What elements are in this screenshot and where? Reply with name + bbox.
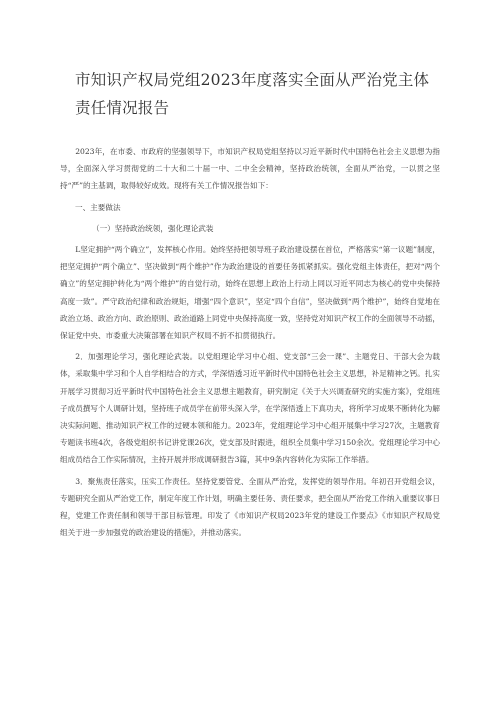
item-paragraph-1: L坚定拥护“两个确立”，发挥核心作用。始终坚持把领导班子政治建设摆在首位，严格落实“第一议题”制度，把坚定拥护“两个确立”、坚决做到“两个维护”作为政治建设的首要任务抓紧抓实。强化党组主体责任，把对“两个确立”的坚定拥护转化为“两个维护”的自觉行动，始终在思想上政治上行动上同以习近平同志为核心的党中央保持高度一致”。严守政治纪律和政治规矩，增强“四个意识”，坚定“四个自信”，坚决做到“两个维护”，始终自觉地在政治立场、政治方向、政治原则、政治道路上同党中央保持高度一致，坚持党对知识产权工作的全面领导不动摇，保证党中央、市委重大决策部署在知识产权局不折不扣贯彻执行。 bbox=[60, 245, 440, 341]
section-heading-main-practices: 一、主要做法 bbox=[75, 202, 121, 212]
document-title: 市知识产权局党组2023年度落实全面从严治党主体责任情况报告 bbox=[75, 71, 430, 117]
intro-paragraph: 2023年，在市委、市政府的坚强领导下，市知识产权局党组坚持以习近平新时代中国特色社会主义思想为指导，全面深入学习贯彻党的二十大和二十届一中、二中全会精神，坚持政治统领，全面从严治党，一以贯之坚持“严”的主基调，取得较好成效。现将有关工作情况报告如下： bbox=[60, 147, 440, 191]
item-paragraph-2: 2．加强理论学习，强化理论武装。以党组理论学习中心组、党支部“三会一课”、主题党日、干部大会为载体，采取集中学习和个人自学相结合的方式，学深悟透习近平新时代中国特色社会主义思想，补足精神之钙。扎实开展学习贯彻习近平新时代中国特色社会主义思想主题教育，研究制定《关于大兴调查研究的实施方案》，党组班子成员撰写个人调研计划，坚持班子成员学在前带头深入学，在学深悟透上下真功夫，将所学习成果不断转化为解决实际问题、推动知识产权工作的过硬本领和能力。2023年，党组理论学习中心组开展集中学习27次，主题教育专题读书班4次，各级党组织书记讲党课26次，党支部及时跟进，组织全员集中学习150余次。党组理论学习中心组成员结合工作实际情况，主持开展并形成调研报告3篇，其中9条内容转化为实际工作举措。 bbox=[60, 352, 440, 465]
subsection-heading-political-leadership: （一）坚持政治统领，强化理论武装 bbox=[92, 223, 214, 233]
item-paragraph-3: 3．聚焦责任落实，压实工作责任。坚持党要管党、全面从严治党，发挥党的领导作用。年初召开党组会议，专题研究全面从严治党工作，制定年度工作计划，明确主要任务、责任要求，把全面从严治党工作纳入重要议事日程，党建工作责任制和领导干部目标管理。印发了《市知识产权局2023年党的建设工作要点》《市知识产权局党组关于进一步加强党的政治建设的措施》，并推动落实。 bbox=[60, 476, 440, 538]
